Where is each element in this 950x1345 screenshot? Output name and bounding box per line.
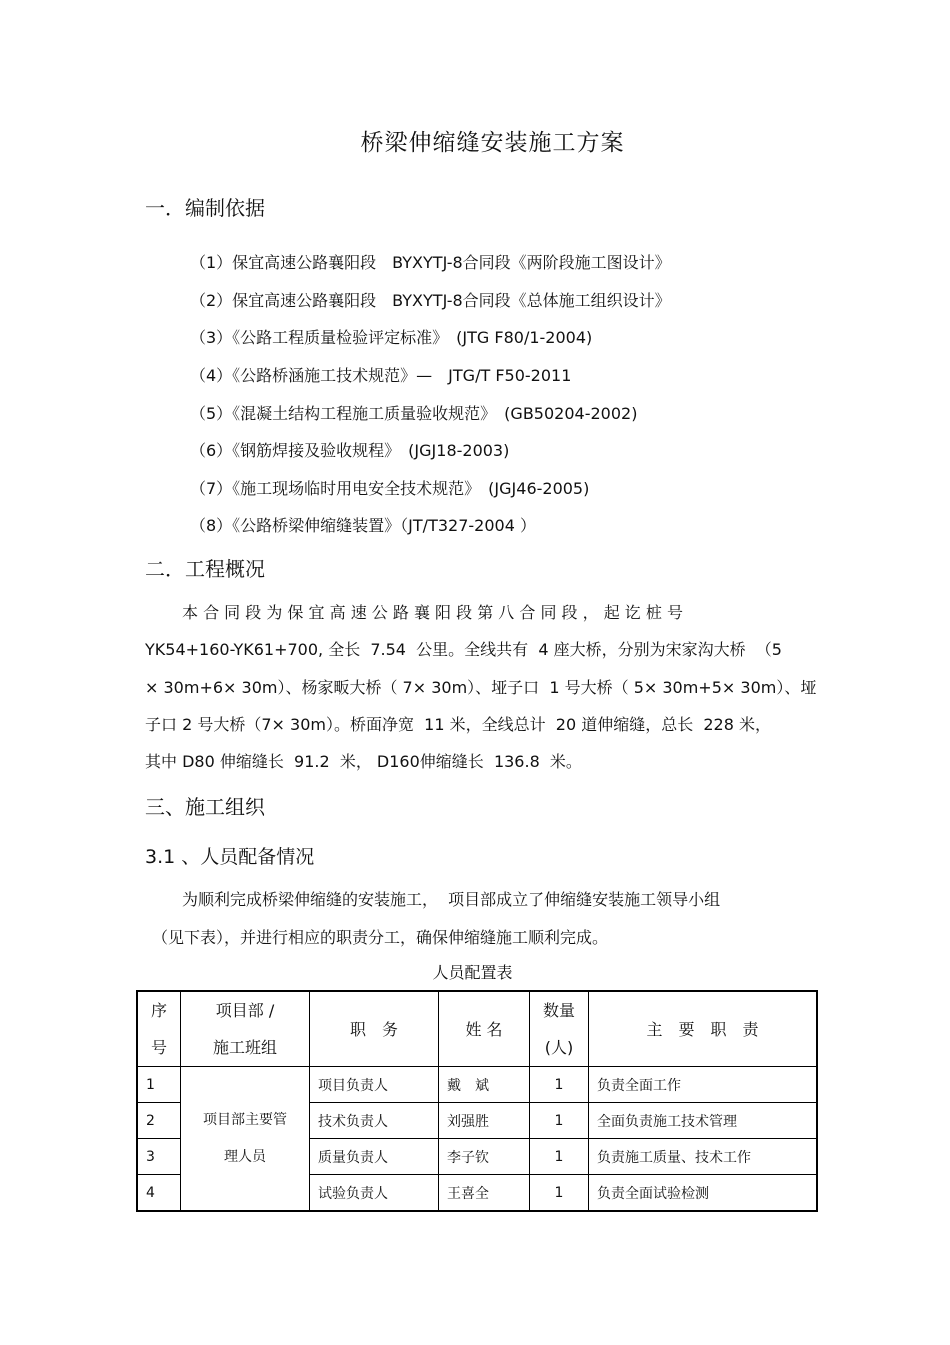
header-dept: 项目部 / 施工班组: [181, 991, 310, 1067]
table-header-row: [137, 991, 817, 1067]
staff-table: [136, 990, 818, 1212]
cell-post: 质量负责人: [310, 1139, 439, 1175]
section-3-1-heading: 3.1 、人员配备情况: [145, 846, 315, 868]
cell-qty: 1: [530, 1067, 589, 1103]
reference-item: （8）《公路桥梁伸缩缝装置》（JT/T327-2004 ）: [190, 516, 536, 535]
overview-line: 本 合 同 段 为 保 宜 高 速 公 路 襄 阳 段 第 八 合 同 段 ， 起 讫 桩 号: [182, 603, 683, 622]
section-1-heading: 一．编制依据: [145, 196, 265, 220]
reference-item: （7）《施工现场临时用电安全技术规范》 (JGJ46-2005): [190, 479, 590, 498]
cell-no: 4: [137, 1175, 181, 1212]
header-qty: 数量 (人): [530, 991, 589, 1067]
staffing-line: 为顺利完成桥梁伸缩缝的安装施工， 项目部成立了伸缩缝安装施工领导小组: [182, 890, 721, 909]
overview-line: 子口 2 号大桥（7× 30m）。桥面净宽 11 米，全线总计 20 道伸缩缝，总长 228 米，: [145, 715, 772, 734]
cell-post: 项目负责人: [310, 1067, 439, 1103]
cell-post: 技术负责人: [310, 1103, 439, 1139]
cell-name: 戴 斌: [439, 1067, 530, 1103]
cell-name: 李子钦: [439, 1139, 530, 1175]
cell-duty: 全面负责施工技术管理: [589, 1103, 818, 1139]
cell-duty: 负责全面工作: [589, 1067, 818, 1103]
cell-name: 刘强胜: [439, 1103, 530, 1139]
overview-line: YK54+160-YK61+700, 全长 7.54 公里。全线共有 4 座大桥，分别为宋家沟大桥 （5: [145, 640, 782, 659]
cell-qty: 1: [530, 1175, 589, 1212]
cell-duty: 负责全面试验检测: [589, 1175, 818, 1212]
section-3-heading: 三、施工组织: [145, 795, 265, 819]
reference-item: （4）《公路桥涵施工技术规范》— JTG/T F50-2011: [190, 366, 572, 385]
staffing-line: （见下表），并进行相应的职责分工，确保伸缩缝施工顺利完成。: [152, 928, 609, 947]
reference-item: （5）《混凝土结构工程施工质量验收规范》 (GB50204-2002): [190, 404, 638, 423]
table-row: [137, 1067, 817, 1103]
header-post: 职 务: [310, 991, 439, 1067]
overview-line: 其中 D80 伸缩缝长 91.2 米， D160伸缩缝长 136.8 米。: [145, 752, 582, 771]
cell-name: 王喜全: [439, 1175, 530, 1212]
cell-qty: 1: [530, 1103, 589, 1139]
header-no: 序 号: [137, 991, 181, 1067]
cell-no: 2: [137, 1103, 181, 1139]
cell-no: 3: [137, 1139, 181, 1175]
cell-duty: 负责施工质量、技术工作: [589, 1139, 818, 1175]
reference-item: （2）保宜高速公路襄阳段 BYXYTJ-8合同段《总体施工组织设计》: [190, 291, 671, 310]
header-name: 姓 名: [439, 991, 530, 1067]
cell-dept-merged: 项目部主要管 理人员: [181, 1067, 310, 1212]
reference-item: （3）《公路工程质量检验评定标准》 (JTG F80/1-2004): [190, 328, 593, 347]
cell-no: 1: [137, 1067, 181, 1103]
header-duty: 主 要 职 责: [589, 991, 818, 1067]
section-2-heading: 二．工程概况: [145, 557, 265, 581]
cell-post: 试验负责人: [310, 1175, 439, 1212]
overview-line: × 30m+6× 30m）、杨家畈大桥（ 7× 30m）、垭子口 1 号大桥（ 5× 30m+5× 30m）、垭: [145, 678, 817, 697]
reference-item: （1）保宜高速公路襄阳段 BYXYTJ-8合同段《两阶段施工图设计》: [190, 253, 671, 272]
document-title: 桥梁伸缩缝安装施工方案: [360, 130, 625, 156]
cell-qty: 1: [530, 1139, 589, 1175]
table-caption: 人员配置表: [432, 963, 513, 982]
reference-item: （6）《钢筋焊接及验收规程》 (JGJ18-2003): [190, 441, 510, 460]
